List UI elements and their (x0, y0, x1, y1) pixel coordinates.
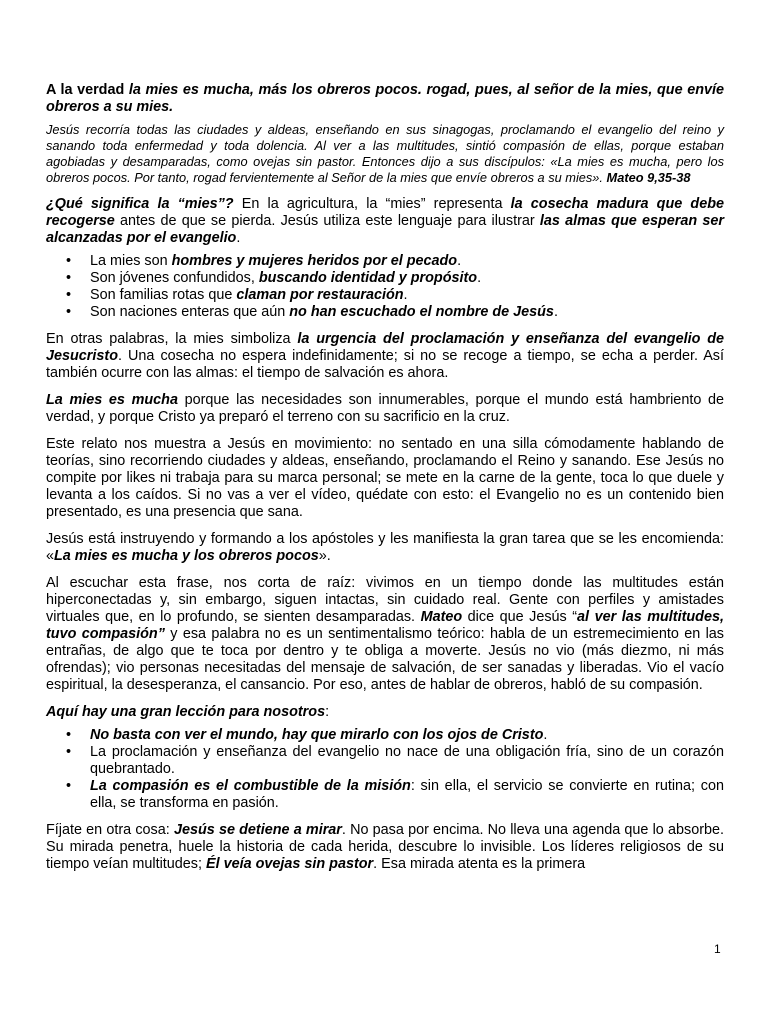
text-run: porque las necesidades son innumerables, porque el mundo está hambriento de verdad, y porque Cristo ya preparó el terreno con su sacrificio en la cruz. (46, 392, 724, 425)
bullet-icon: • (66, 253, 72, 269)
text-run: antes de que se pierda. Jesús utiliza este lenguaje para ilustrar (114, 213, 540, 229)
text-run: : (325, 704, 330, 720)
paragraph-harvest-plenty (46, 392, 724, 426)
paragraph-apostles (46, 531, 724, 565)
text-run: . (477, 270, 482, 286)
text-run: : sin ella, el servicio se convierte en rutina; con ella, se transforma en pasión. (90, 778, 724, 811)
emphasis-run: buscando identidad y propósito (258, 270, 478, 286)
text-run: y esa palabra no es un sentimentalismo teórico: habla de un estremecimiento en las entrañas, de algo que te toca por dentro y te obliga a moverte. Jesús no vio (más diezmo, ni más ofrendas); vio personas necesitadas del mensaje de salvación, de ser sanadas y liberadas. Vio el vacío espiritual, la desesperanza, el cansancio. Por eso, antes de hablar de obreros, habló de su compasión. (46, 626, 724, 693)
emphasis-run: La mies es mucha (46, 392, 178, 408)
bullet-icon: • (66, 304, 72, 320)
paragraph-urgency (46, 331, 724, 382)
list-item (66, 270, 724, 287)
text-run: dice que Jesús “ (462, 609, 578, 625)
scripture-text: Jesús recorría todas las ciudades y aldeas, enseñando en sus sinagogas, proclamando el evangelio del reino y sanando toda enfermedad y toda dolencia. Al ver a las multitudes, sintió compasión de ellas, porque estaban agobiadas y desamparadas, como ovejas sin pastor. Entonces dijo a sus discípulos: «La mies es mucha, pero los obreros pocos. Por tanto, rogad fervientemente al Señor de la mies que envíe obreros a su mies». (46, 122, 724, 185)
emphasis-run: La mies es mucha y los obreros pocos (54, 548, 319, 564)
emphasis-run: la urgencia del proclamación y enseñanza del evangelio de Jesucristo (46, 331, 724, 364)
emphasis-run: Aquí hay una gran lección para nosotros (46, 704, 326, 720)
text-run: . Esa mirada atenta es la primera (373, 856, 586, 872)
emphasis-run: No basta con ver el mundo, hay que mirarlo con los ojos de Cristo (90, 727, 544, 743)
bullet-icon: • (66, 270, 72, 286)
text-run: Son naciones enteras que aún (90, 304, 290, 320)
text-run: . (543, 727, 548, 743)
bullet-icon: • (66, 744, 72, 760)
heading-verse-text: la mies es mucha, más los obreros pocos. rogad, pues, al señor de la mies, que envíe obreros a su mies. (46, 82, 725, 115)
emphasis-run: Él veía ovejas sin pastor (205, 856, 374, 872)
page-number: 1 (714, 942, 721, 956)
text-run: La mies son (90, 253, 172, 269)
emphasis-run: la cosecha madura que debe recogerse (46, 196, 725, 229)
text-run: Son familias rotas que (90, 287, 237, 303)
text-run: . Una cosecha no espera indefinidamente; si no se recoge a tiempo, se echa a perder. Así también ocurre con las almas: el tiempo de salvación es ahora. (46, 348, 724, 381)
text-run: . (457, 253, 462, 269)
list-item (66, 253, 724, 270)
text-run: . (236, 230, 241, 246)
list-item (66, 744, 724, 778)
bullet-icon: • (66, 778, 72, 794)
list-item (66, 778, 724, 812)
text-run: La proclamación y enseñanza del evangelio no nace de una obligación fría, sino de un corazón quebrantado. (90, 744, 724, 777)
list-item (66, 287, 724, 304)
emphasis-run: las almas que esperan ser alcanzadas por el evangelio (46, 213, 724, 246)
text-run: Jesús está instruyendo y formando a los apóstoles y les manifiesta la gran tarea que se les encomienda: « (46, 531, 724, 564)
question-text: ¿Qué significa la “mies”? (46, 196, 234, 212)
text-run: En la agricultura, la “mies” representa (233, 196, 511, 212)
text-run: Fíjate en otra cosa: (46, 822, 174, 838)
bullet-icon: • (66, 287, 72, 303)
verse-heading (46, 82, 724, 116)
emphasis-run: no han escuchado el nombre de Jesús (289, 304, 554, 320)
bullet-list-lessons (46, 727, 724, 812)
paragraph-jesus-moving: Este relato nos muestra a Jesús en movimiento: no sentado en una silla cómodamente hablando de teorías, sino recorriendo ciudades y aldeas, enseñando, proclamando el Reino y sanando. Ese Jesús no compite por likes ni trabaja para su marca personal; se mete en la carne de la gente, toca lo que duele y levanta a los caídos. Si no vas a ver el vídeo, quédate con esto: el Evangelio no es un contenido bien presentado, es una presencia que sana. (46, 436, 724, 520)
paragraph-look (46, 822, 724, 873)
lesson-heading (46, 704, 724, 721)
paragraph-meaning (46, 196, 724, 247)
emphasis-run: claman por restauración (236, 287, 404, 303)
emphasis-run: al ver las multitudes, tuvo compasión” (46, 609, 724, 642)
text-run: Son jóvenes confundidos, (90, 270, 259, 286)
paragraph-compassion (46, 575, 724, 694)
heading-intro: A la verdad (46, 82, 129, 98)
bullet-icon: • (66, 727, 72, 743)
emphasis-run: Jesús se detiene a mirar (173, 822, 342, 838)
text-run: . (403, 287, 408, 303)
emphasis-run: hombres y mujeres heridos por el pecado (171, 253, 458, 269)
list-item (66, 727, 724, 744)
document-page (46, 82, 724, 873)
text-run: En otras palabras, la mies simboliza (46, 331, 298, 347)
text-run: . No pasa por encima. No lleva una agenda que lo absorbe. Su mirada penetra, huele la historia de cada herida, descubre lo invisible. Los líderes religiosos de su tiempo veían multitudes; (46, 822, 724, 872)
scripture-quote (46, 122, 724, 186)
text-run: Al escuchar esta frase, nos corta de raíz: vivimos en un tiempo donde las multitudes están hiperconectadas y, sin embargo, siguen intactas, sin cuidado real. Gente con perfiles y amistades virtuales que, en lo profundo, se sienten desamparadas. (46, 575, 724, 625)
list-item (66, 304, 724, 321)
text-run: . (553, 304, 558, 320)
text-run: ». (318, 548, 331, 564)
bullet-list-harvest (46, 253, 724, 321)
emphasis-run: La compasión es el combustible de la misión (90, 778, 411, 794)
emphasis-run: Mateo (420, 609, 463, 625)
scripture-reference: Mateo 9,35-38 (606, 170, 691, 185)
